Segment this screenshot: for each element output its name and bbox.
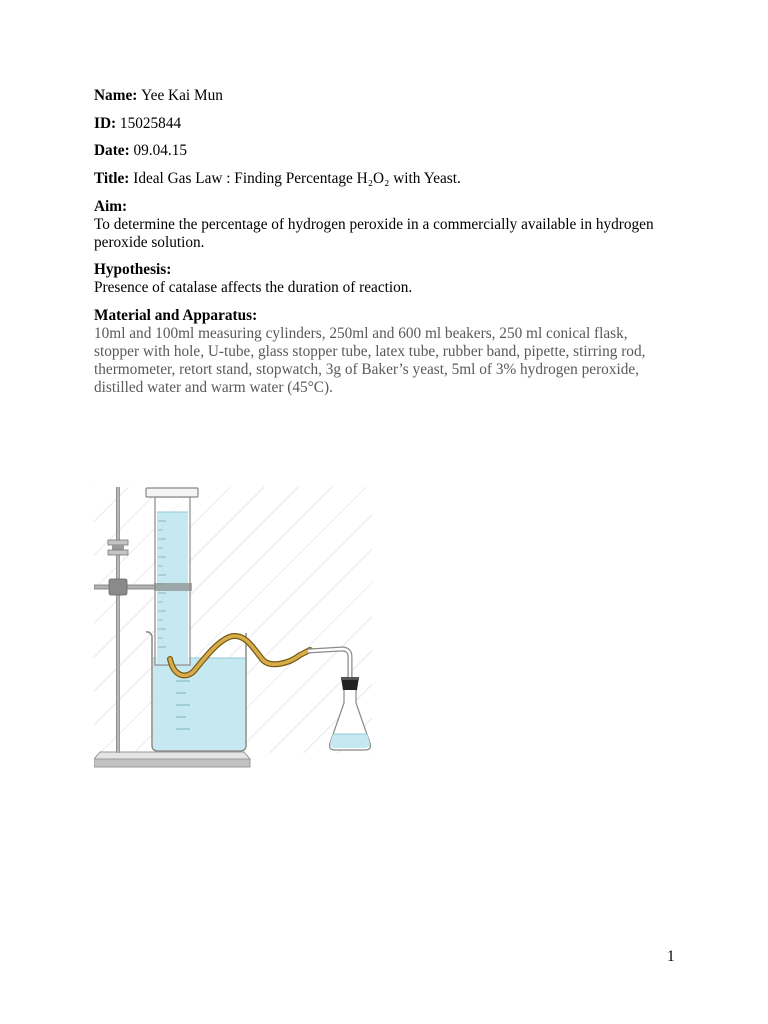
material-text-line: stopper with hole, U-tube, glass stopper tube, latex tube, rubber band, pipette, stirring rod, [94,343,646,361]
id-row [94,115,694,133]
aim-text-line: peroxide solution. [94,233,205,251]
title-row [94,170,694,188]
aim-heading: Aim: [94,197,128,215]
hypothesis-section [94,261,694,297]
beaker-water [153,658,245,750]
name-label: Name: [94,87,138,104]
retort-stand-rod [116,487,120,753]
date-row [94,142,694,160]
name-row [94,87,694,105]
apparatus-diagram [94,487,374,769]
cylinder-base [146,488,198,497]
document-body [94,87,694,407]
aim-text-line: To determine the percentage of hydrogen peroxide in a commercially available in hydrogen [94,215,654,233]
material-text-line: thermometer, retort stand, stopwatch, 3g of Baker’s yeast, 5ml of 3% hydrogen peroxide, [94,361,639,379]
material-text-line: distilled water and warm water (45°C). [94,379,333,397]
date-value: 09.04.15 [133,142,188,160]
material-text-line: 10ml and 100ml measuring cylinders, 250ml and 600 ml beakers, 250 ml conical flask, [94,325,628,343]
name-value: Yee Kai Mun [141,87,223,104]
material-section [94,307,694,397]
title-value: Ideal Gas Law : Finding Percentage H₂O₂ with Yeast. [133,170,461,188]
hypothesis-heading: Hypothesis: [94,261,172,279]
hypothesis-text-line: Presence of catalase affects the duration of reaction. [94,279,413,297]
retort-stand-base [94,752,250,767]
date-label: Date: [94,142,130,160]
id-value: 15025844 [119,114,182,132]
cylinder-clamp-jaw [154,583,192,591]
material-heading: Material and Apparatus: [94,307,258,325]
flask-liquid [330,734,370,748]
id-label: ID: [94,114,117,132]
title-label: Title: [94,170,130,188]
page-number: 1 [667,948,675,965]
aim-section [94,198,694,252]
